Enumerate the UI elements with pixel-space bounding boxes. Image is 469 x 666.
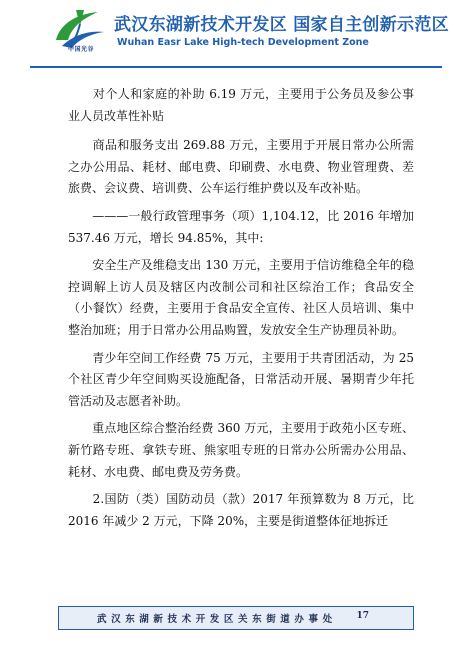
paragraph-national-defense: 2.国防（类）国防动员（款）2017 年预算数为 8 万元，比 2016 年减少 2 万元，下降 20%，主要是街道整体征地拆迁 [68,492,418,528]
header-title-en: Wuhan Easr Lake High-tech Development Zone [117,37,369,48]
footer-office-name: 武汉东湖新技术开发区关东街道办事处 [97,614,337,625]
page-footer [58,606,414,630]
header-divider [30,66,442,68]
paragraph-personal-subsidy: 对个人和家庭的补助 6.19 万元，主要用于公务员及参公事业人员改革性补贴 [68,87,414,123]
paragraph-key-area-rectification: 重点地区综合整治经费 360 万元，主要用于政苑小区专班、新竹路专班、拿铁专班、熊家咀专班的日常办公所需办公用品、耗材、水电费、邮电费及劳务费。 [68,421,414,479]
document-body [68,84,418,538]
page-header [0,0,469,62]
header-title-cn: 武汉东湖新技术开发区 国家自主创新示范区 [114,15,449,35]
paragraph-youth-space: 青少年空间工作经费 75 万元，主要用于共青团活动，为 25 个社区青少年空间购买设施配备，日常活动开展、暑期青少年托管活动及志愿者补助。 [68,350,418,408]
paragraph-general-admin: ———一般行政管理事务（项）1,104.12，比 2016 年增加 537.46 万元，增长 94.85%，其中: [68,208,418,245]
paragraph-safety-stability: 安全生产及维稳支出 130 万元，主要用于信访维稳全年的稳控调解上访人员及辖区内改制公司和社区综治工作；食品安全（小餐饮）经费，主要用于食品安全宣传、社区人员培训、集中整治加班；用于日常办公用品购置，发放安全生产协理员补助。 [68,258,414,337]
logo-caption: 中国光谷 [67,46,94,53]
paragraph-goods-services: 商品和服务支出 269.88 万元，主要用于开展日常办公所需之办公用品、耗材、邮电费、印刷费、水电费、物业管理费、差旅费、会议费、培训费、公车运行维护费以及车改补贴。 [68,138,414,196]
page-number: 17 [356,611,369,621]
